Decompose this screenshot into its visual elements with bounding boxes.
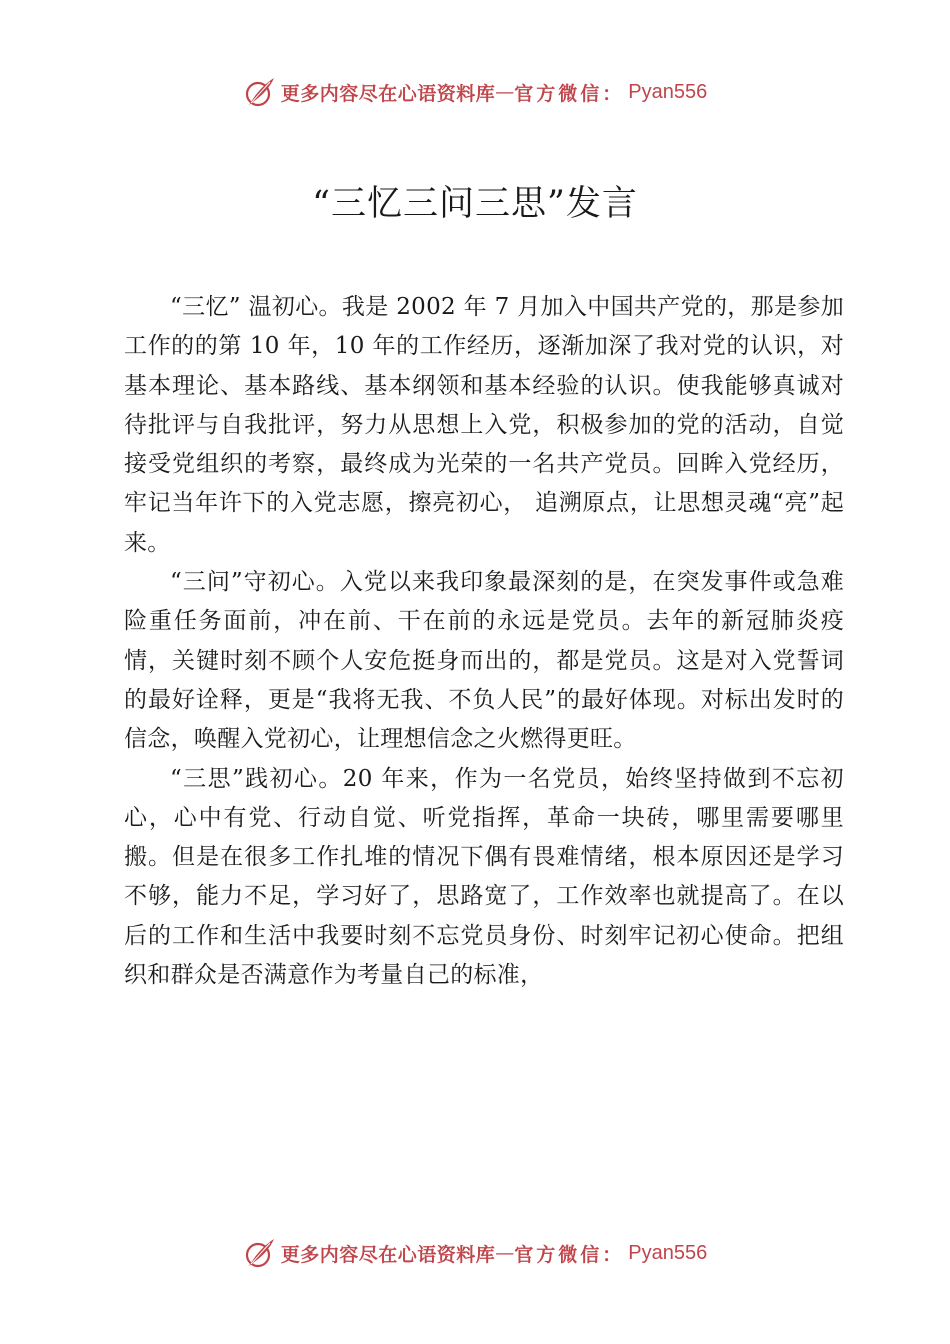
quill-logo-icon — [243, 1236, 277, 1270]
footer-watermark-banner — [0, 1233, 950, 1273]
document-title: “三忆三问三思”发言 — [312, 184, 638, 224]
banner-main-text: 更多内容尽在心语资料库 — [280, 82, 496, 105]
paragraph-san-si: “三思”践初心。20 年来，作为一名党员，始终坚持做到不忘初心，心中有党、行动自觉、听党指挥，革命一块砖，哪里需要哪里搬。但是在很多工作扎堆的情况下偶有畏难情绪，根本原因还是学习不够，能力不足，学习好了，思路宽了，工作效率也就提高了。在以后的工作和生活中我要时刻不忘党员身份、时刻牢记初心使命。把组织和群众是否满意作为考量自己的标准， — [124, 765, 844, 989]
header-watermark-banner — [0, 72, 950, 112]
document-body — [124, 288, 844, 995]
banner-separator: — — [495, 1242, 515, 1264]
paragraph-san-yi: “三忆” 温初心。我是 2002 年 7 月加入中国共产党的，那是参加工作的的第 10 年，10 年的工作经历，逐渐加深了我对党的认识，对基本理论、基本路线、基本纲领和基本经验的认识。使我能够真诚对待批评与自我批评，努力从思想上入党，积极参加的党的活动，自觉接受党组织的考察，最终成为光荣的一名共产党员。回眸入党经历，牢记当年许下的入党志愿，擦亮初心， 追溯原点，让思想灵魂“亮”起来。 — [124, 294, 844, 556]
banner-wechat-id: Pyan556 — [628, 80, 708, 103]
paragraph-san-wen: “三问”守初心。入党以来我印象最深刻的是，在突发事件或急难险重任务面前，冲在前、干在前的永远是党员。去年的新冠肺炎疫情，关键时刻不顾个人安危挺身而出的，都是党员。这是对入党誓词的最好诠释，更是“我将无我、不负人民”的最好体现。对标出发时的信念，唤醒入党初心，让理想信念之火燃得更旺。 — [124, 569, 844, 753]
banner-official-label: 官方微信： — [514, 82, 625, 105]
banner-main-text: 更多内容尽在心语资料库 — [280, 1243, 496, 1266]
banner-official-label: 官方微信： — [514, 1243, 625, 1266]
banner-wechat-id: Pyan556 — [628, 1241, 708, 1264]
quill-logo-icon — [243, 75, 277, 109]
banner-separator: — — [495, 81, 515, 103]
